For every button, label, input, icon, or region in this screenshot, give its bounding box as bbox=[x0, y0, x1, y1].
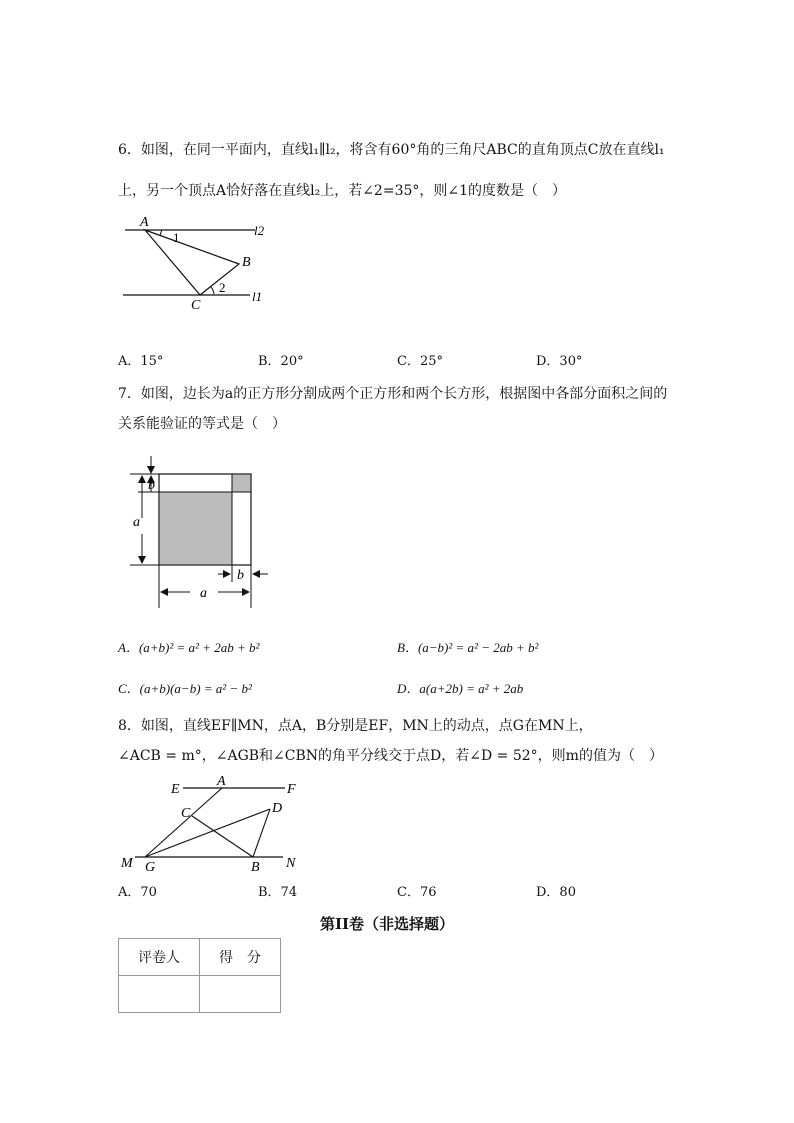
q7-option-b: B．(a−b)² = a² − 2ab + b² bbox=[397, 640, 539, 655]
q7-figure bbox=[118, 452, 278, 614]
q6-option-b: B．20° bbox=[258, 354, 304, 369]
q6-option-c: C．25° bbox=[397, 354, 443, 369]
score-header-grader: 评卷人 bbox=[119, 939, 200, 976]
q8-option-a: A．70 bbox=[118, 885, 157, 900]
q7-option-d: D．a(a+2b) = a² + 2ab bbox=[397, 681, 524, 696]
q8-label-N: N bbox=[286, 856, 296, 871]
q8-label-A: A bbox=[217, 774, 226, 789]
q6-figure bbox=[115, 208, 285, 316]
q7-label-b-bottom: b bbox=[237, 568, 244, 583]
q8-label-D: D bbox=[272, 801, 283, 816]
score-cell-grader[interactable] bbox=[119, 976, 200, 1013]
q6-label-A: A bbox=[140, 215, 149, 230]
q8-option-b: B．74 bbox=[258, 885, 298, 900]
q7-label-a-left: a bbox=[133, 515, 140, 530]
q8-line1: 8．如图，直线EF∥MN，点A，B分别是EF，MN上的动点，点G在MN上， bbox=[118, 718, 593, 734]
q6-label-angle1: 1 bbox=[173, 230, 180, 245]
score-header-score: 得 分 bbox=[200, 939, 281, 976]
section-title: 第II卷（非选择题） bbox=[320, 915, 455, 933]
q6-label-angle2: 2 bbox=[219, 280, 226, 295]
q6-label-C: C bbox=[191, 298, 201, 313]
q6-option-d: D．30° bbox=[536, 354, 583, 369]
score-table bbox=[118, 938, 281, 1013]
q6-label-l1: l1 bbox=[252, 289, 263, 304]
q8-figure bbox=[115, 772, 310, 874]
q8-label-E: E bbox=[171, 782, 180, 797]
q7-label-a-bottom: a bbox=[200, 586, 207, 601]
q8-label-F: F bbox=[287, 782, 296, 797]
q8-line2: ∠ACB = m°，∠AGB和∠CBN的角平分线交于点D，若∠D = 52°，则m的值为（ ） bbox=[118, 748, 663, 764]
q7-line2: 关系能验证的等式是（ ） bbox=[118, 416, 286, 432]
q6-line2: 上，另一个顶点A恰好落在直线l₂上，若∠2=35°，则∠1的度数是（ ） bbox=[118, 183, 567, 199]
q7-label-b-top: b bbox=[148, 478, 155, 493]
q8-label-C: C bbox=[181, 806, 191, 821]
q6-option-a: A．15° bbox=[118, 354, 164, 369]
q7-line1: 7．如图，边长为a的正方形分割成两个正方形和两个长方形，根据图中各部分面积之间的 bbox=[118, 386, 668, 402]
q7-option-a: A．(a+b)² = a² + 2ab + b² bbox=[118, 640, 260, 655]
q6-label-B: B bbox=[242, 255, 251, 270]
score-cell-score[interactable] bbox=[200, 976, 281, 1013]
q6-line1: 6．如图，在同一平面内，直线l₁∥l₂，将含有60°角的三角尺ABC的直角顶点C放在直线l₁ bbox=[118, 142, 665, 158]
q6-label-l2: l2 bbox=[254, 223, 265, 238]
q8-option-d: D．80 bbox=[536, 885, 576, 900]
q8-option-c: C．76 bbox=[397, 885, 437, 900]
q8-label-G: G bbox=[145, 860, 156, 874]
q8-label-M: M bbox=[121, 856, 133, 871]
q7-option-c: C．(a+b)(a−b) = a² − b² bbox=[118, 681, 252, 696]
q8-label-B: B bbox=[251, 860, 260, 874]
